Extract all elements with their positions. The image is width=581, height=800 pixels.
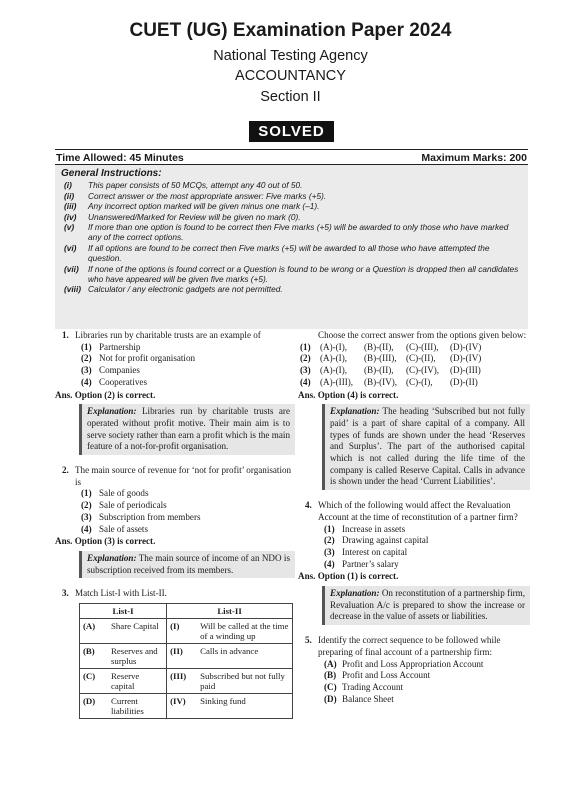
q3-choose-text: Choose the correct answer from the options given below:: [318, 330, 527, 340]
code-part: (3): [300, 365, 311, 376]
option-number: (1): [324, 523, 335, 534]
option-text: Sale of assets: [99, 523, 148, 534]
option-item: [55, 377, 295, 389]
code-part: (A)-(I),: [320, 341, 348, 352]
option-item: [55, 353, 295, 365]
option-item: [298, 659, 530, 671]
q3-answer: Ans. Option (4) is correct.: [298, 389, 399, 400]
table-cell: Share Capital: [108, 619, 167, 644]
question-2: [55, 465, 295, 488]
q3-explanation: [322, 404, 530, 490]
instruction-number: (i): [64, 180, 72, 191]
code-option: [300, 342, 530, 354]
option-number: (B): [324, 670, 337, 681]
table-row: [80, 669, 293, 694]
code-part: (A)-(I),: [320, 353, 348, 364]
question-text: The main source of revenue for ‘not for profit’ organisation is: [75, 465, 292, 487]
code-part: (B)-(IV),: [364, 376, 398, 387]
page-title: CUET (UG) Examination Paper 2024: [129, 20, 452, 41]
option-item: [298, 524, 530, 536]
q5-options: [298, 659, 530, 706]
code-part: (2): [300, 353, 311, 364]
table-row: [80, 619, 293, 644]
option-text: Trading Account: [342, 681, 404, 692]
option-item: [55, 365, 295, 377]
instruction-number: (vi): [64, 242, 77, 253]
instruction-text: Unanswered/Marked for Review will be given no mark (0).: [88, 211, 301, 222]
option-number: (3): [81, 365, 92, 376]
table-row: [80, 644, 293, 669]
question-text: Libraries run by charitable trusts are an example of: [75, 330, 261, 340]
option-item: [298, 547, 530, 559]
code-part: (C)-(IV),: [406, 365, 440, 376]
code-part: (B)-(III),: [364, 353, 397, 364]
q1-explanation: [79, 404, 295, 455]
question-3: [55, 588, 295, 600]
instruction-text: If none of the options is found correct or a Question is found to be wrong or a Question is dropped then all candidates who have appeared will be given five marks (+5).: [88, 263, 519, 285]
instruction-item: [61, 212, 522, 222]
code-option: [300, 353, 530, 365]
option-number: (D): [324, 693, 337, 704]
option-number: (1): [81, 488, 92, 499]
explanation-text: On reconstitution of a partnership firm, Revaluation A/c is prepared to show the increase or decrease in the value of assets or liabilities.: [330, 588, 525, 622]
table-cell: Reserve capital: [108, 669, 167, 694]
question-1: [55, 330, 295, 342]
q4-answer: Ans. Option (1) is correct.: [298, 571, 399, 582]
question-number: 5.: [305, 635, 312, 646]
code-part: (A)-(I),: [320, 365, 348, 376]
instruction-number: (ii): [64, 190, 75, 201]
right-column: [298, 330, 530, 705]
instruction-text: This paper consists of 50 MCQs, attempt any 40 out of 50.: [88, 180, 303, 191]
instruction-text: If more than one option is found to be correct then Five marks (+5) will be awarded to only those who have marked any of the correct options.: [88, 222, 509, 243]
table-cell: Will be called at the time of a winding up: [197, 619, 292, 644]
option-text: Sale of goods: [99, 488, 149, 499]
code-part: (D)-(II): [450, 376, 478, 387]
question-number: 4.: [305, 500, 312, 511]
table-cell: Subscribed but not fully paid: [197, 669, 292, 694]
q1-answer: Ans. Option (2) is correct.: [55, 389, 156, 400]
section-name: Section II: [260, 89, 321, 105]
option-number: (3): [324, 546, 335, 557]
option-number: (2): [81, 353, 92, 364]
general-instructions: [55, 165, 528, 329]
instruction-number: (iv): [64, 211, 77, 222]
code-part: (D)-(III): [450, 365, 481, 376]
code-part: (B)-(II),: [364, 341, 394, 352]
explanation-label: Explanation:: [87, 406, 137, 417]
option-number: (2): [81, 500, 92, 511]
question-5: [298, 635, 530, 658]
explanation-text: The main source of income of an NDO is subscription received from its members.: [87, 552, 290, 575]
instruction-item: [61, 180, 522, 190]
top-divider: [55, 149, 528, 150]
option-text: Not for profit organisation: [99, 353, 196, 364]
maximum-marks: Maximum Marks: 200: [421, 152, 527, 164]
left-column: [55, 330, 295, 719]
option-item: [55, 512, 295, 524]
option-number: (1): [81, 341, 92, 352]
instruction-text: Correct answer or the most appropriate answer: Five marks (+5).: [88, 190, 327, 201]
subject-name: ACCOUNTANCY: [235, 68, 346, 84]
code-part: (A)-(III),: [320, 376, 354, 387]
code-part: (4): [300, 376, 311, 387]
table-cell: (D): [80, 694, 109, 719]
q1-options: [55, 342, 295, 389]
instruction-text: Any incorrect option marked will be given minus one mark (–1).: [88, 201, 320, 212]
table-cell: Calls in advance: [197, 644, 292, 669]
q2-explanation: [79, 551, 295, 578]
table-cell: Current liabilities: [108, 694, 167, 719]
code-part: (C)-(II),: [406, 353, 436, 364]
table-cell: (IV): [167, 694, 198, 719]
option-text: Sale of periodicals: [99, 500, 167, 511]
q2-options: [55, 488, 295, 535]
code-part: (D)-(IV): [450, 341, 482, 352]
solved-badge: SOLVED: [249, 121, 334, 142]
option-number: (3): [81, 511, 92, 522]
option-item: [55, 524, 295, 536]
instruction-number: (viii): [64, 284, 82, 295]
code-part: (1): [300, 341, 311, 352]
instruction-item: [61, 243, 522, 264]
option-number: (4): [81, 376, 92, 387]
code-part: (B)-(II),: [364, 365, 394, 376]
question-4: [298, 500, 530, 523]
question-number: 2.: [62, 465, 69, 476]
option-text: Cooperatives: [99, 376, 147, 387]
table-cell: Sinking fund: [197, 694, 292, 719]
question-number: 1.: [62, 330, 69, 340]
instruction-text: If all options are found to be correct then Five marks (+5) will be awarded to all those who have attempted the question.: [88, 242, 490, 264]
option-text: Balance Sheet: [342, 693, 394, 704]
instructions-title: General Instructions:: [61, 168, 162, 179]
option-item: [55, 342, 295, 354]
time-allowed: Time Allowed: 45 Minutes: [56, 152, 184, 164]
table-row: [80, 694, 293, 719]
option-item: [298, 694, 530, 706]
option-item: [55, 488, 295, 500]
option-number: (4): [81, 523, 92, 534]
option-item: [298, 670, 530, 682]
question-text: Identify the correct sequence to be followed while preparing of final account of a partnership firm:: [318, 635, 501, 657]
table-cell: (B): [80, 644, 109, 669]
option-item: [55, 500, 295, 512]
agency-name: National Testing Agency: [213, 48, 368, 64]
code-option: [300, 365, 530, 377]
explanation-label: Explanation:: [330, 406, 380, 417]
list-1-header: List-I: [80, 604, 167, 619]
option-text: Partner’s salary: [342, 558, 399, 569]
option-text: Drawing against capital: [342, 535, 429, 546]
list-2-header: List-II: [167, 604, 293, 619]
instruction-item: [61, 222, 522, 243]
explanation-text: Libraries run by charitable trusts are operated without profit motive. Their main aim is to serve society rather than earn a profit which is the main feature of a not-for-profit organisation.: [87, 406, 290, 452]
option-number: (2): [324, 535, 335, 546]
q2-answer: Ans. Option (3) is correct.: [55, 536, 156, 547]
option-text: Profit and Loss Account: [342, 670, 431, 681]
code-option: [300, 377, 530, 389]
instruction-item: [61, 191, 522, 201]
q3-codes: [298, 342, 530, 389]
code-part: (D)-(IV): [450, 353, 482, 364]
table-cell: (C): [80, 669, 109, 694]
instruction-text: Calculator / any electronic gadgets are not permitted.: [88, 284, 283, 295]
option-text: Interest on capital: [342, 546, 408, 557]
table-cell: (I): [167, 619, 198, 644]
q4-explanation: [322, 586, 530, 625]
option-item: [298, 535, 530, 547]
instruction-item: [61, 284, 522, 294]
table-cell: (A): [80, 619, 109, 644]
table-cell: (II): [167, 644, 198, 669]
table-cell: (III): [167, 669, 198, 694]
code-part: (C)-(III),: [406, 341, 439, 352]
option-text: Profit and Loss Appropriation Account: [342, 658, 484, 669]
option-number: (4): [324, 558, 335, 569]
instruction-number: (vii): [64, 263, 79, 274]
question-number: 3.: [62, 588, 69, 599]
q4-options: [298, 524, 530, 571]
question-text: Which of the following would affect the Revaluation Account at the time of reconstitution of a partner firm?: [318, 500, 518, 522]
instructions-list: [61, 180, 522, 294]
option-number: (C): [324, 681, 337, 692]
match-table: [79, 603, 293, 719]
option-text: Increase in assets: [342, 523, 406, 534]
instruction-item: [61, 201, 522, 211]
option-item: [298, 559, 530, 571]
option-text: Partnership: [99, 341, 141, 352]
option-item: [298, 682, 530, 694]
question-text: Match List-I with List-II.: [75, 588, 167, 599]
table-cell: Reserves and surplus: [108, 644, 167, 669]
explanation-label: Explanation:: [87, 552, 137, 563]
option-number: (A): [324, 658, 337, 669]
code-part: (C)-(I),: [406, 376, 433, 387]
explanation-label: Explanation:: [330, 588, 380, 599]
instruction-item: [61, 264, 522, 285]
option-text: Companies: [99, 365, 140, 376]
explanation-text: The heading ‘Subscribed but not fully paid’ is a part of share capital of a company. All types of funds are shown under the head ‘Reserves and Surplus’. The part of the authorised capital which is not called during the life time of the company is called Reserve Capital. Calls in advance is shown under the head ‘Current Liabilities’.: [330, 406, 525, 487]
instruction-number: (iii): [64, 201, 77, 212]
option-text: Subscription from members: [99, 511, 201, 522]
instruction-number: (v): [64, 222, 75, 233]
